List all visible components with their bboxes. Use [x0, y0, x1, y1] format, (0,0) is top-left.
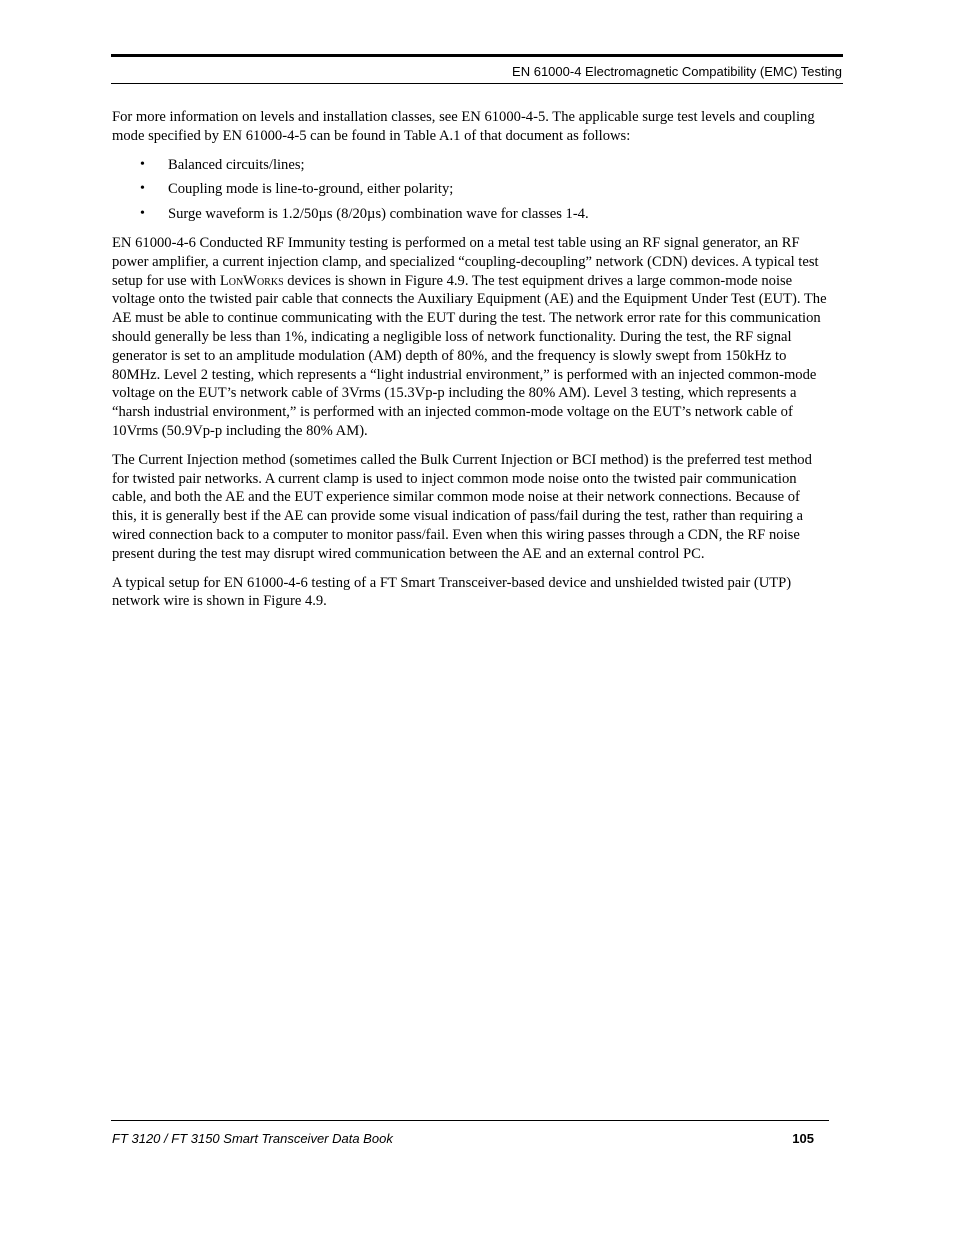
- footer-book-title: FT 3120 / FT 3150 Smart Transceiver Data Book: [112, 1131, 393, 1146]
- list-item-text: Surge waveform is 1.2/50µs (8/20µs) combination wave for classes 1-4.: [168, 206, 589, 223]
- rf-immunity-text-end: devices is shown in Figure 4.9. The test equipment drives a large common-mode noise voltage onto the twisted pair cable that connects the Auxiliary Equipment (AE) and the Equipment Under Test (EUT). The AE must be able to continue communicating with the EUT during the test. The network error rate for this communication should generally be less than 1%, indicating a negligible loss of network functionality. During the test, the RF signal generator is set to an amplitude modulation (AM) depth of 80%, and the frequency is slowly swept from 150kHz to 80MHz. Level 2 testing, which represents a “light industrial environment,” is performed with an injected common-mode voltage on the EUT’s network cable of 3Vrms (15.3Vp-p including the 80% AM). Level 3 testing, which represents a “harsh industrial environment,” is performed with an injected common-mode voltage on the EUT’s network cable of 10Vrms (50.9Vp-p including the 80% AM).: [112, 272, 827, 439]
- bullet-icon: •: [140, 181, 145, 197]
- list-item-text: Coupling mode is line-to-ground, either polarity;: [168, 181, 454, 198]
- current-injection-paragraph: The Current Injection method (sometimes called the Bulk Current Injection or BCI method) is the preferred test method for twisted pair networks. A current clamp is used to inject common mode noise onto the twisted pair communication cable, and both the AE and the EUT experience similar common mode noise at their network connections. Because of this, it is generally best if the AE can provide some visual indication of pass/fail during the test, rather than requiring a wired connection back to a computer to monitor pass/fail. Even when this wiring passes through a CDN, the RF noise present during the test may disrupt wired communication between the AE and an external control PC.: [112, 451, 812, 562]
- rf-immunity-paragraph: [112, 234, 828, 441]
- lonworks-brand: LonWorks: [219, 272, 284, 289]
- page-number: 105: [792, 1131, 814, 1146]
- intro-paragraph: For more information on levels and installation classes, see EN 61000-4-5. The applicable surge test levels and coupling mode specified by EN 61000-4-5 can be found in Table A.1 of that document as follows:: [112, 109, 815, 144]
- typical-setup-paragraph: A typical setup for EN 61000-4-6 testing of a FT Smart Transceiver-based device and unshielded twisted pair (UTP) network wire is shown in Figure 4.9.: [112, 574, 792, 610]
- header-rule-bottom: [111, 83, 843, 84]
- list-item-text: Balanced circuits/lines;: [168, 156, 305, 173]
- header-rule-top: [111, 54, 843, 57]
- surge-test-list: [112, 156, 828, 224]
- rf-immunity-text-start: EN 61000-4-6 Conducted RF Immunity testing is performed on a metal test table using an RF signal generator, an RF power amplifier, a current injection clamp, and specialized “coupling-decoupling” network (CDN) devices. A typical test setup for use with: [112, 234, 819, 289]
- footer-rule: [111, 1120, 829, 1121]
- page-body: [112, 108, 828, 621]
- bullet-icon: •: [140, 156, 145, 172]
- bullet-icon: •: [140, 206, 145, 222]
- running-header: EN 61000-4 Electromagnetic Compatibility (EMC) Testing: [512, 64, 842, 79]
- list-item: [112, 205, 828, 224]
- list-item: [112, 180, 828, 199]
- list-item: [112, 156, 828, 175]
